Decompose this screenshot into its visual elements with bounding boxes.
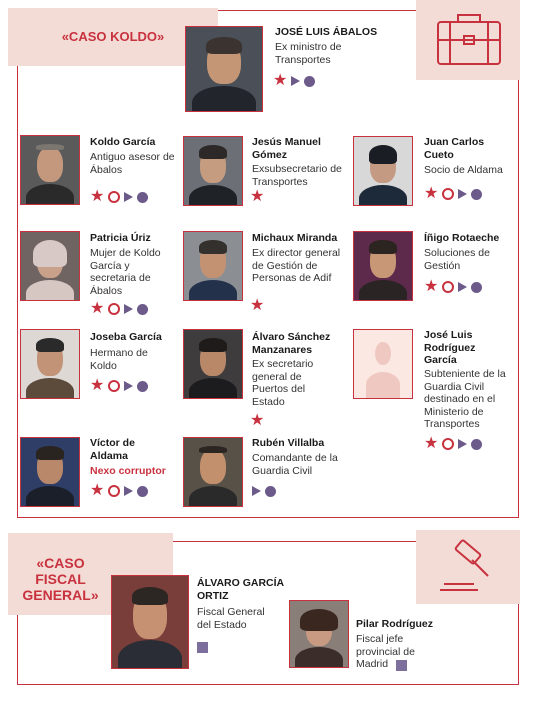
star-icon: ★ [250, 297, 265, 314]
role-abalos: Ex ministro de Transportes [275, 41, 342, 66]
name-joseba: Joseba García [90, 331, 162, 343]
ring-icon [108, 485, 120, 497]
role-cueto: Socio de Aldama [424, 164, 503, 176]
ring-icon [108, 191, 120, 203]
fiscal-tag-line-1: «CASO [36, 555, 85, 571]
name-jesus: Jesús Manuel Gómez [252, 136, 321, 161]
star-icon: ★ [424, 185, 439, 202]
briefcase-icon-box [416, 0, 520, 80]
role-alvaro-sanchez: Ex secretario general de Puertos del Estado [252, 358, 314, 408]
square-icon [396, 660, 407, 671]
ring-icon [442, 281, 454, 293]
legend-cueto [424, 187, 482, 201]
photo-joseba [20, 329, 80, 399]
name-abalos: JOSÉ LUIS ÁBALOS [275, 26, 378, 38]
name-koldo: Koldo García [90, 136, 156, 148]
photo-aldama [20, 437, 80, 507]
dot-icon [137, 486, 148, 497]
name-cueto: Juan Carlos Cueto [424, 136, 485, 161]
role-villalba: Comandante de la Guardia Civil [252, 452, 338, 477]
star-icon: ★ [273, 72, 288, 89]
legend-patricia [90, 302, 148, 316]
role-michaux: Ex director general de Gestión de Personas de Adif [252, 247, 341, 284]
legend-alvaro-sanchez [250, 414, 264, 428]
dot-icon [265, 486, 276, 497]
dot-icon [471, 189, 482, 200]
photo-koldo [20, 135, 80, 205]
legend-abalos [273, 74, 315, 88]
photo-patricia [20, 231, 80, 301]
name-alvaro-sanchez: Álvaro Sánchez Manzanares [252, 331, 331, 356]
briefcase-icon [416, 0, 520, 80]
triangle-icon [124, 381, 133, 391]
triangle-icon [458, 282, 467, 292]
role-inigo: Soluciones de Gestión [424, 247, 490, 272]
name-pilar: Pilar Rodríguez [356, 618, 434, 630]
photo-abalos [185, 26, 263, 112]
photo-inigo [353, 231, 413, 301]
legend-jesus [250, 190, 264, 204]
name-patricia: Patricia Úriz [90, 232, 151, 244]
role-koldo: Antiguo asesor de Ábalos [90, 151, 175, 176]
star-icon: ★ [90, 300, 105, 317]
star-icon: ★ [250, 412, 265, 429]
star-icon: ★ [424, 435, 439, 452]
dot-icon [471, 439, 482, 450]
photo-placeholder-jose-luis-rg [353, 329, 413, 399]
triangle-icon [124, 304, 133, 314]
photo-jesus [183, 136, 243, 206]
name-inigo: Íñigo Rotaeche [424, 232, 500, 244]
dot-icon [304, 76, 315, 87]
star-icon: ★ [90, 188, 105, 205]
legend-jose-luis-rg [424, 437, 482, 451]
ring-icon [442, 438, 454, 450]
legend-michaux [250, 299, 264, 313]
role-aldama: Nexo corruptor [90, 465, 166, 477]
photo-cueto [353, 136, 413, 206]
triangle-icon [124, 192, 133, 202]
star-icon: ★ [424, 278, 439, 295]
star-icon: ★ [90, 377, 105, 394]
legend-joseba [90, 379, 148, 393]
fiscal-tag-line-2: FISCAL [35, 571, 86, 587]
gavel-icon-box [416, 530, 520, 604]
gavel-icon [416, 530, 520, 604]
role-pilar: Fiscal jefe provincial de Madrid [356, 633, 415, 670]
star-icon: ★ [250, 188, 265, 205]
legend-inigo [424, 280, 482, 294]
name-aldama: Víctor de Aldama [90, 437, 135, 462]
role-jesus: Exsubsecretario de Transportes [252, 163, 342, 188]
triangle-icon [124, 486, 133, 496]
square-icon [197, 642, 208, 653]
triangle-icon [458, 439, 467, 449]
dot-icon [137, 192, 148, 203]
role-jose-luis-rg: Subteniente de la Guardia Civil destinado en el Ministerio de Transportes [424, 368, 506, 430]
name-villalba: Rubén Villalba [252, 437, 325, 449]
fiscal-tag-line-3: GENERAL» [22, 587, 99, 603]
ring-icon [442, 188, 454, 200]
triangle-icon [291, 76, 300, 86]
role-joseba: Hermano de Koldo [90, 347, 148, 372]
triangle-icon [458, 189, 467, 199]
name-michaux: Michaux Miranda [252, 232, 338, 244]
name-jose-luis-rg: José Luis Rodríguez García [424, 329, 476, 366]
dot-icon [471, 282, 482, 293]
triangle-icon [252, 486, 261, 496]
name-garcia-ortiz: ÁLVARO GARCÍA ORTIZ [197, 577, 284, 602]
legend-aldama [90, 484, 148, 498]
star-icon: ★ [90, 482, 105, 499]
ring-icon [108, 303, 120, 315]
legend-garcia-ortiz [197, 640, 208, 654]
photo-alvaro-sanchez [183, 329, 243, 399]
dot-icon [137, 304, 148, 315]
photo-villalba [183, 437, 243, 507]
legend-villalba [252, 484, 276, 498]
dot-icon [137, 381, 148, 392]
photo-pilar [289, 600, 349, 668]
role-patricia: Mujer de Koldo García y secretaria de Ábalos [90, 247, 161, 297]
legend-pilar [396, 658, 407, 672]
legend-koldo [90, 190, 148, 204]
role-garcia-ortiz: Fiscal General del Estado [197, 606, 265, 631]
ring-icon [108, 380, 120, 392]
photo-michaux [183, 231, 243, 301]
caso-koldo-tag: «CASO KOLDO» [8, 8, 218, 66]
photo-garcia-ortiz [111, 575, 189, 669]
